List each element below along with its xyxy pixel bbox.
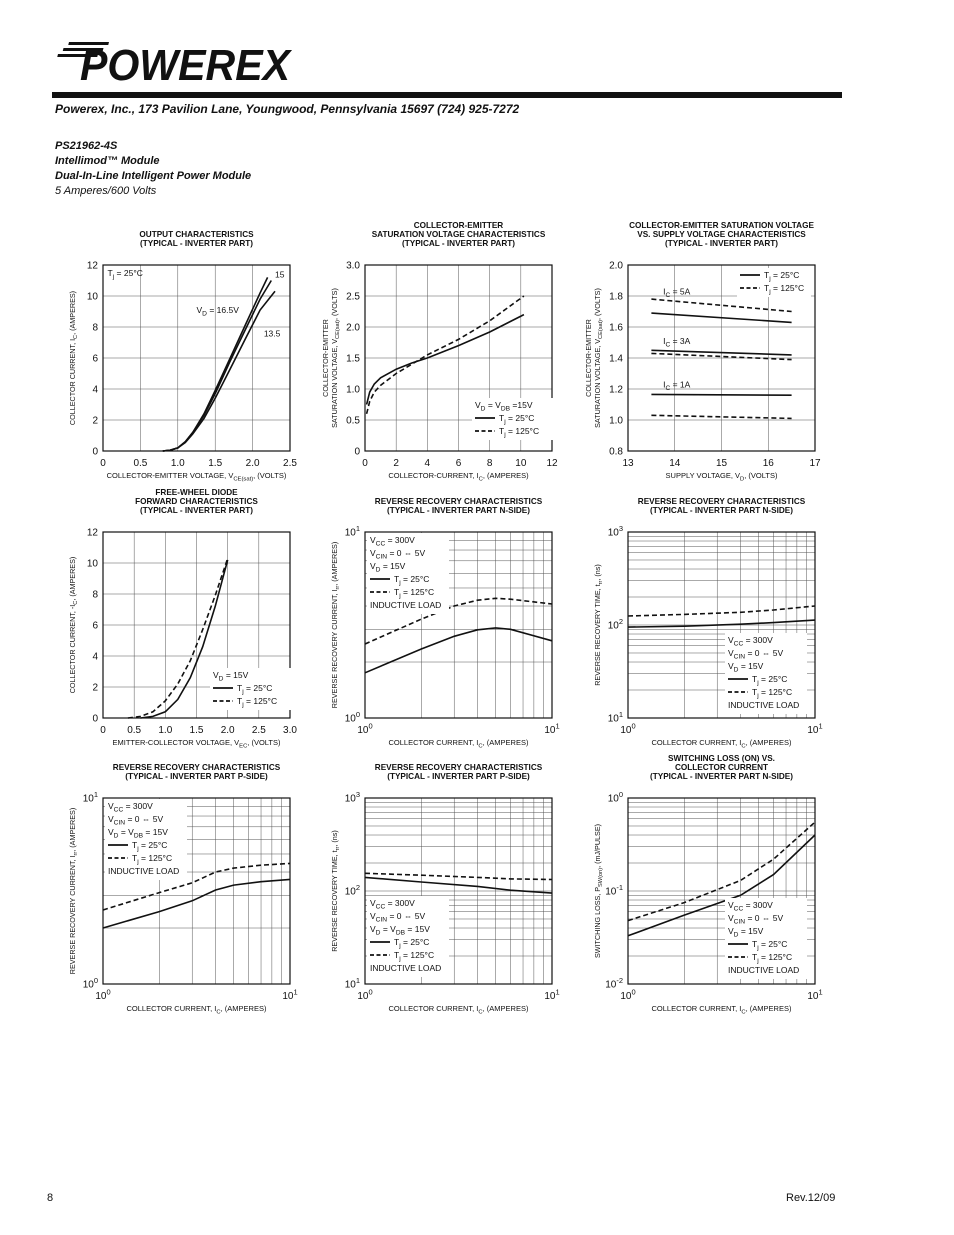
y-tick-label: $10^0$ [82, 976, 98, 991]
legend-entry: $T_j = 125^\circ C$ [752, 687, 793, 700]
y-axis-label [68, 557, 79, 694]
legend-entry: $V_{CC} = 300V$ [728, 635, 773, 648]
x-tick-label: 4 [424, 458, 431, 469]
y-tick-label: 2.0 [346, 322, 360, 334]
series-line-1 [365, 628, 552, 673]
legend-entry: $V_{CIN} = 0$ ⇔ 5V [370, 548, 426, 561]
chart-title: COLLECTOR-EMITTER [413, 221, 504, 230]
legend-entry: $V_{CC} = 300V$ [370, 898, 415, 911]
x-tick-label: 13 [622, 458, 634, 469]
product-block [55, 139, 251, 199]
x-axis-label: COLLECTOR-EMITTER VOLTAGE, $V_{CE(sat)}$, (VOLTS) [106, 471, 287, 483]
legend-entry: INDUCTIVE LOAD [728, 965, 800, 975]
y-tick-label: 12 [86, 260, 98, 272]
series-line-5 [651, 394, 791, 395]
legend-entry: $T_j = 25^\circ C$ [764, 270, 800, 283]
chart-3 [584, 221, 821, 483]
chart-title: (TYPICAL - INVERTER PART N-SIDE) [650, 772, 793, 781]
x-tick-label: 2.5 [283, 458, 297, 469]
y-tick-label: 4 [92, 651, 98, 663]
y-tick-label: 4 [92, 384, 98, 396]
svg-text:COLLECTOR-EMITTER: COLLECTOR-EMITTER [584, 319, 593, 397]
chart-title: (TYPICAL - INVERTER PART N-SIDE) [387, 506, 530, 515]
legend-entry: $T_j = 125^\circ C$ [237, 696, 278, 709]
x-tick-label: $10^1$ [807, 987, 823, 1002]
chart-title: REVERSE RECOVERY CHARACTERISTICS [374, 763, 543, 772]
y-axis-label [584, 288, 604, 428]
legend [725, 633, 807, 714]
y-tick-label: 12 [86, 527, 98, 539]
y-tick-label: 1.2 [609, 384, 623, 396]
y-tick-label: 10 [86, 291, 98, 303]
y-tick-label: 1.0 [609, 415, 623, 427]
chart-title: (TYPICAL - INVERTER PART P-SIDE) [125, 772, 268, 781]
y-axis-label [321, 288, 341, 428]
legend [367, 896, 449, 977]
legend-entry: INDUCTIVE LOAD [370, 963, 442, 973]
x-tick-label: $10^0$ [357, 987, 373, 1002]
x-tick-label: 0 [100, 458, 106, 469]
x-tick-label: 6 [455, 458, 462, 469]
legend-entry: $V_{CIN} = 0$ ⇔ 5V [728, 648, 784, 661]
x-tick-label: 12 [546, 458, 558, 469]
y-tick-label: 1.4 [609, 353, 623, 365]
y-tick-label: $10^{-1}$ [605, 883, 623, 898]
legend-entry: $V_D = V_{DB} =15V$ [475, 400, 533, 413]
chart-title: OUTPUT CHARACTERISTICS [139, 230, 254, 239]
x-tick-label: $10^0$ [620, 987, 636, 1002]
y-tick-label: 0 [92, 446, 98, 458]
part-number: PS21962-4S [55, 140, 118, 152]
legend-entry: $V_D = 15V$ [728, 661, 764, 674]
x-tick-label: 0 [362, 458, 368, 469]
x-tick-label: $10^1$ [807, 721, 823, 736]
x-axis-label: COLLECTOR CURRENT, $I_C$, (AMPERES) [651, 738, 792, 750]
page-number: 8 [47, 1192, 54, 1204]
chart-title: FREE-WHEEL DIODE [155, 488, 238, 497]
chart-6 [593, 497, 823, 750]
x-tick-label: $10^0$ [95, 987, 111, 1002]
y-axis-label [68, 808, 79, 974]
x-tick-label: $10^0$ [357, 721, 373, 736]
legend-entry: $T_j = 25^\circ C$ [237, 683, 273, 696]
x-axis-label: SUPPLY VOLTAGE, $V_D$, (VOLTS) [665, 471, 778, 483]
header-rule [52, 92, 842, 98]
x-tick-label: $10^0$ [620, 721, 636, 736]
x-tick-label: $10^1$ [544, 721, 560, 736]
legend-entry: $T_j = 125^\circ C$ [394, 587, 435, 600]
series-line-1 [628, 620, 815, 627]
x-tick-label: 0.5 [133, 458, 148, 469]
legend [472, 398, 554, 440]
legend-entry: $V_{CC} = 300V$ [370, 535, 415, 548]
annotation: 13.5 [263, 328, 281, 339]
x-axis-label: COLLECTOR-CURRENT, $I_C$, (AMPERES) [388, 471, 529, 483]
x-axis-label: COLLECTOR CURRENT, $I_C$, (AMPERES) [388, 738, 529, 750]
legend-entry: $T_j = 25^\circ C$ [394, 574, 430, 587]
legend-entry: $V_{CIN} = 0$ ⇔ 5V [108, 814, 164, 827]
legend-entry: $V_D = 15V$ [213, 670, 249, 683]
x-tick-label: 17 [809, 458, 821, 469]
y-tick-label: 2.0 [609, 260, 623, 272]
legend-entry: $T_j = 125^\circ C$ [499, 426, 540, 439]
logo-text: POWEREX [80, 41, 292, 86]
chart-title: (TYPICAL - INVERTER PART) [140, 239, 253, 248]
x-axis-label: COLLECTOR CURRENT, $I_C$, (AMPERES) [126, 1004, 267, 1016]
series-line-2 [365, 873, 552, 879]
company-address: Powerex, Inc., 173 Pavilion Lane, Youngwood, Pennsylvania 15697 (724) 925-7272 [55, 102, 520, 116]
legend-entry: INDUCTIVE LOAD [108, 866, 180, 876]
series-line-2 [628, 606, 815, 616]
y-tick-label: 1.5 [346, 353, 360, 365]
legend [105, 799, 187, 880]
svg-text:REVERSE RECOVERY CURRENT, Irr​: REVERSE RECOVERY CURRENT, $I_{rr}$, (AMPERES) [68, 807, 80, 975]
legend-entry: $T_j = 25^\circ C$ [499, 413, 535, 426]
y-tick-label: 0 [354, 446, 360, 458]
x-axis-label: COLLECTOR CURRENT, $I_C$, (AMPERES) [388, 1004, 529, 1016]
svg-text:REVERSE RECOVERY TIME, trr​, (: REVERSE RECOVERY TIME, $t_{rr}$, (ns) [330, 830, 342, 952]
x-tick-label: 2.0 [245, 458, 260, 469]
y-tick-label: 8 [92, 322, 98, 334]
x-tick-label: 2.5 [251, 725, 266, 736]
annotation: $V_D = 16.5V$ [196, 305, 239, 318]
grid [103, 265, 290, 451]
y-tick-label: $10^2$ [344, 883, 360, 898]
product-line-1: Intellimod™ Module [55, 155, 160, 167]
x-tick-label: $10^1$ [282, 987, 298, 1002]
series-line-2 [367, 296, 524, 414]
legend-entry: $V_D = V_{DB} = 15V$ [108, 827, 168, 840]
y-tick-label: $10^1$ [344, 524, 360, 539]
series-line-3 [163, 291, 275, 451]
y-tick-label: 0.8 [609, 446, 623, 458]
svg-text:COLLECTOR CURRENT, IC​, (AMPER: COLLECTOR CURRENT, $I_C$, (AMPERES) [68, 290, 80, 426]
legend-entry: $T_j = 25^\circ C$ [132, 840, 168, 853]
chart-8 [330, 763, 560, 1016]
chart-4 [68, 488, 297, 750]
x-axis-label: EMITTER-COLLECTOR VOLTAGE, $V_{EC}$, (VOLTS) [112, 738, 281, 750]
legend-entry: $T_j = 125^\circ C$ [752, 952, 793, 965]
y-tick-label: $10^3$ [607, 524, 623, 539]
chart-title: (TYPICAL - INVERTER PART) [665, 239, 778, 248]
x-tick-label: 1.5 [208, 458, 223, 469]
chart-title: VS. SUPPLY VOLTAGE CHARACTERISTICS [637, 230, 806, 239]
y-axis-label [330, 830, 341, 952]
legend-entry: $T_j = 25^\circ C$ [752, 939, 788, 952]
y-tick-label: $10^1$ [82, 790, 98, 805]
chart-title: REVERSE RECOVERY CHARACTERISTICS [637, 497, 806, 506]
x-tick-label: 2.0 [220, 725, 235, 736]
legend-entry: $V_D = 15V$ [728, 926, 764, 939]
chart-5 [330, 497, 560, 750]
product-rating: 5 Amperes/600 Volts [55, 185, 157, 197]
y-tick-label: 2.5 [346, 291, 360, 303]
y-tick-label: 1.6 [609, 322, 623, 334]
y-tick-label: 3.0 [346, 260, 360, 272]
chart-title: SWITCHING LOSS (ON) VS. [668, 754, 775, 763]
svg-text:SWITCHING LOSS, PSW(on)​, (mJ/: SWITCHING LOSS, $P_{SW(on)}$, (mJ/PULSE) [593, 823, 605, 959]
legend-entry: $T_j = 125^\circ C$ [132, 853, 173, 866]
annotation: $I_C = 1A$ [663, 379, 691, 392]
x-tick-label: 8 [486, 458, 493, 469]
y-axis-label [593, 824, 604, 958]
svg-text:SATURATION VOLTAGE, VCE(sat)​,: SATURATION VOLTAGE, $V_{CE(sat)}$, (VOLTS) [593, 288, 605, 428]
y-tick-label: 6 [92, 620, 98, 632]
x-tick-label: 15 [715, 458, 728, 469]
x-tick-label: 16 [762, 458, 774, 469]
y-tick-label: 10 [86, 558, 98, 570]
x-tick-label: 10 [515, 458, 527, 469]
chart-title: (TYPICAL - INVERTER PART P-SIDE) [387, 772, 530, 781]
x-tick-label: 1.0 [158, 725, 173, 736]
legend [725, 898, 807, 979]
svg-text:SATURATION VOLTAGE, VCE(sat)​,: SATURATION VOLTAGE, $V_{CE(sat)}$, (VOLTS) [330, 288, 342, 428]
chart-9 [593, 754, 823, 1016]
y-axis-label [330, 542, 341, 708]
svg-text:REVERSE RECOVERY TIME, trr​, (: REVERSE RECOVERY TIME, $t_{rr}$, (ns) [593, 564, 605, 686]
legend-entry: $T_j = 125^\circ C$ [394, 950, 435, 963]
y-tick-label: 1.8 [609, 291, 623, 303]
y-tick-label: 6 [92, 353, 98, 365]
y-tick-label: $10^0$ [607, 790, 623, 805]
x-tick-label: 1.5 [189, 725, 204, 736]
y-tick-label: 0.5 [346, 415, 360, 427]
chart-1 [68, 230, 297, 483]
y-tick-label: $10^3$ [344, 790, 360, 805]
chart-title: COLLECTOR CURRENT [674, 763, 769, 772]
chart-title: (TYPICAL - INVERTER PART) [140, 506, 253, 515]
annotation: $T_j = 25^\circ C$ [107, 267, 143, 281]
chart-title: COLLECTOR-EMITTER SATURATION VOLTAGE [629, 221, 814, 230]
svg-text:COLLECTOR CURRENT, -IC​, (AMPE: COLLECTOR CURRENT, $-I_C$, (AMPERES) [68, 556, 80, 694]
series-line-1 [367, 315, 524, 405]
legend-entry: $V_{CC} = 300V$ [108, 801, 153, 814]
x-tick-label: 0.5 [127, 725, 142, 736]
y-axis-label [593, 564, 604, 686]
x-axis-label: COLLECTOR CURRENT, $I_C$, (AMPERES) [651, 1004, 792, 1016]
legend-entry: $V_{CC} = 300V$ [728, 900, 773, 913]
annotation: $I_C = 3A$ [663, 336, 691, 349]
legend-entry: $V_{CIN} = 0$ ⇔ 5V [728, 913, 784, 926]
powerex-logo [52, 38, 292, 86]
annotation: $I_C = 5A$ [663, 286, 691, 299]
svg-text:COLLECTOR-EMITTER: COLLECTOR-EMITTER [321, 319, 330, 397]
chart-title: REVERSE RECOVERY CHARACTERISTICS [112, 763, 281, 772]
chart-7 [68, 763, 298, 1016]
legend-entry: $T_j = 25^\circ C$ [394, 937, 430, 950]
chart-title: SATURATION VOLTAGE CHARACTERISTICS [371, 230, 546, 239]
y-tick-label: $10^0$ [344, 710, 360, 725]
chart-title: REVERSE RECOVERY CHARACTERISTICS [374, 497, 543, 506]
x-tick-label: 1.0 [170, 458, 185, 469]
legend-entry: $V_D = V_{DB} = 15V$ [370, 924, 430, 937]
y-tick-label: 2 [92, 682, 98, 694]
x-tick-label: $10^1$ [544, 987, 560, 1002]
chart-title: (TYPICAL - INVERTER PART N-SIDE) [650, 506, 793, 515]
x-tick-label: 14 [669, 458, 681, 469]
chart-title: FORWARD CHARACTERISTICS [135, 497, 258, 506]
y-axis-label [68, 291, 79, 425]
y-tick-label: 2 [92, 415, 98, 427]
legend [210, 668, 292, 710]
y-tick-label: $10^1$ [344, 976, 360, 991]
y-tick-label: 1.0 [346, 384, 360, 396]
legend-entry: INDUCTIVE LOAD [370, 600, 442, 610]
legend-entry: $T_j = 25^\circ C$ [752, 674, 788, 687]
chart-2 [321, 221, 558, 483]
legend [367, 533, 449, 614]
y-tick-label: $10^{-2}$ [605, 976, 623, 991]
x-tick-label: 2 [393, 458, 399, 469]
x-tick-label: 3.0 [283, 725, 297, 736]
y-tick-label: 0 [92, 713, 98, 725]
legend [737, 268, 811, 297]
y-tick-label: $10^2$ [607, 617, 623, 632]
legend-entry: $T_j = 125^\circ C$ [764, 283, 805, 296]
y-tick-label: 8 [92, 589, 98, 601]
legend-entry: INDUCTIVE LOAD [728, 700, 800, 710]
svg-text:REVERSE RECOVERY CURRENT, Irr​: REVERSE RECOVERY CURRENT, $I_{rr}$, (AMPERES) [330, 541, 342, 709]
y-tick-label: $10^1$ [607, 710, 623, 725]
legend-entry: $V_D = 15V$ [370, 561, 406, 574]
legend-entry: $V_{CIN} = 0$ ⇔ 5V [370, 911, 426, 924]
series-line-1 [103, 879, 290, 928]
revision: Rev.12/09 [786, 1192, 836, 1204]
x-tick-label: 0 [100, 725, 106, 736]
annotation: 15 [275, 269, 285, 280]
chart-title: (TYPICAL - INVERTER PART) [402, 239, 515, 248]
series-line-1 [365, 877, 552, 893]
product-line-2: Dual-In-Line Intelligent Power Module [55, 170, 252, 182]
